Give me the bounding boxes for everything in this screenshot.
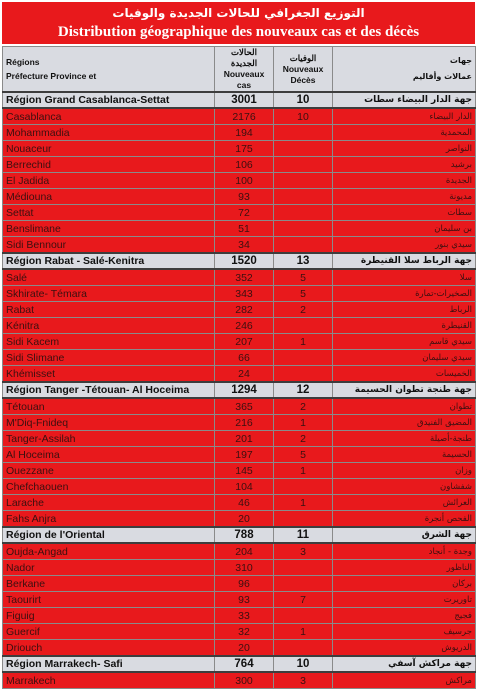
prefecture-name-ar: الصخيرات-تمارة [333, 286, 476, 302]
table-row [3, 366, 476, 383]
table-row [3, 125, 476, 141]
prefecture-cases: 104 [215, 479, 274, 495]
prefecture-name-ar: القنيطرة [333, 318, 476, 334]
table-row [3, 237, 476, 254]
table-row [3, 205, 476, 221]
prefecture-name: Benslimane [3, 221, 215, 237]
prefecture-deaths [274, 560, 333, 576]
prefecture-name: Guercif [3, 624, 215, 640]
prefecture-deaths [274, 125, 333, 141]
prefecture-name-ar: بن سليمان [333, 221, 476, 237]
prefecture-cases: 365 [215, 398, 274, 415]
prefecture-deaths [274, 205, 333, 221]
table-row [3, 108, 476, 125]
prefecture-name-ar: سلا [333, 269, 476, 286]
prefecture-deaths [274, 173, 333, 189]
prefecture-deaths: 7 [274, 592, 333, 608]
prefecture-name-ar: النواصر [333, 141, 476, 157]
region-row [3, 382, 476, 398]
prefecture-deaths: 1 [274, 334, 333, 350]
prefecture-cases: 66 [215, 350, 274, 366]
prefecture-name-ar: مديونة [333, 189, 476, 205]
table-row [3, 318, 476, 334]
header-deaths-ar: الوفيات [289, 52, 317, 63]
region-name: Région Grand Casablanca-Settat [3, 92, 215, 108]
header-cases-fr: Nouveaux cas [223, 69, 265, 90]
prefecture-deaths [274, 608, 333, 624]
title-arabic: التوزيع الجغرافي للحالات الجديدة والوفيات [112, 6, 365, 20]
prefecture-name: Larache [3, 495, 215, 511]
table-row [3, 495, 476, 511]
table-row [3, 640, 476, 657]
prefecture-name: El Jadida [3, 173, 215, 189]
prefecture-cases: 246 [215, 318, 274, 334]
table-row [3, 672, 476, 689]
region-deaths: 10 [274, 656, 333, 672]
prefecture-cases: 197 [215, 447, 274, 463]
header-cases-ar: الحالات الجديدة [230, 47, 258, 68]
prefecture-name-ar: العرائش [333, 495, 476, 511]
prefecture-name-ar: المحمدية [333, 125, 476, 141]
prefecture-cases: 46 [215, 495, 274, 511]
region-name: Région Tanger -Tétouan- Al Hoceima [3, 382, 215, 398]
prefecture-deaths: 3 [274, 672, 333, 689]
prefecture-cases: 145 [215, 463, 274, 479]
region-row [3, 253, 476, 269]
header-deaths-fr: Nouveaux Décès [282, 63, 324, 85]
prefecture-deaths [274, 221, 333, 237]
table-row [3, 334, 476, 350]
prefecture-cases: 100 [215, 173, 274, 189]
prefecture-name-ar: الدريوش [333, 640, 476, 657]
prefecture-deaths: 2 [274, 302, 333, 318]
prefecture-cases: 194 [215, 125, 274, 141]
prefecture-deaths: 5 [274, 269, 333, 286]
region-row [3, 656, 476, 672]
prefecture-deaths [274, 350, 333, 366]
header-deaths-cell [274, 47, 333, 93]
prefecture-deaths [274, 237, 333, 254]
prefecture-cases: 201 [215, 431, 274, 447]
prefecture-cases: 93 [215, 189, 274, 205]
region-deaths: 12 [274, 382, 333, 398]
table-row [3, 463, 476, 479]
table-row [3, 447, 476, 463]
prefecture-name-ar: الحسيمة [333, 447, 476, 463]
prefecture-name: Fahs Anjra [3, 511, 215, 528]
prefecture-deaths [274, 640, 333, 657]
prefecture-name-ar: بركان [333, 576, 476, 592]
prefecture-cases: 2176 [215, 108, 274, 125]
region-name: Région de l'Oriental [3, 527, 215, 543]
region-cases: 3001 [215, 92, 274, 108]
prefecture-name-ar: تاوريرت [333, 592, 476, 608]
title-banner [2, 2, 475, 44]
prefecture-name: Salé [3, 269, 215, 286]
region-deaths: 10 [274, 92, 333, 108]
prefecture-deaths [274, 157, 333, 173]
prefecture-name-ar: وجدة - أنجاد [333, 543, 476, 560]
prefecture-name-ar: سيدي سليمان [333, 350, 476, 366]
prefecture-cases: 20 [215, 640, 274, 657]
prefecture-name: Berrechid [3, 157, 215, 173]
prefecture-name: Skhirate- Témara [3, 286, 215, 302]
prefecture-deaths: 1 [274, 415, 333, 431]
prefecture-name-ar: جرسيف [333, 624, 476, 640]
region-cases: 1294 [215, 382, 274, 398]
prefecture-name: Al Hoceima [3, 447, 215, 463]
prefecture-cases: 32 [215, 624, 274, 640]
prefecture-name: Marrakech [3, 672, 215, 689]
header-regions-label: Régions [6, 57, 40, 67]
region-cases: 764 [215, 656, 274, 672]
table-row [3, 157, 476, 173]
prefecture-name-ar: فجيج [333, 608, 476, 624]
table-row [3, 286, 476, 302]
table-row [3, 560, 476, 576]
prefecture-cases: 282 [215, 302, 274, 318]
distribution-table [2, 46, 476, 689]
prefecture-name: Nador [3, 560, 215, 576]
table-row [3, 398, 476, 415]
header-amalat: عمالات وأقاليم [412, 72, 472, 81]
prefecture-cases: 93 [215, 592, 274, 608]
prefecture-name-ar: الجديدة [333, 173, 476, 189]
table-row [3, 624, 476, 640]
prefecture-cases: 175 [215, 141, 274, 157]
table-row [3, 608, 476, 624]
prefecture-name-ar: سيدي بنور [333, 237, 476, 254]
prefecture-cases: 51 [215, 221, 274, 237]
table-row [3, 350, 476, 366]
prefecture-cases: 204 [215, 543, 274, 560]
prefecture-cases: 96 [215, 576, 274, 592]
prefecture-cases: 34 [215, 237, 274, 254]
prefecture-deaths: 1 [274, 624, 333, 640]
prefecture-name: Tétouan [3, 398, 215, 415]
header-prefecture-label: Préfecture Province et [6, 71, 97, 81]
prefecture-name: Mohammadia [3, 125, 215, 141]
prefecture-name: Ouezzane [3, 463, 215, 479]
prefecture-name-ar: مراكش [333, 672, 476, 689]
table-row [3, 173, 476, 189]
title-french: Distribution géographique des nouveaux cas et des décès [57, 24, 420, 40]
table-row [3, 511, 476, 528]
table-row [3, 592, 476, 608]
prefecture-deaths: 2 [274, 431, 333, 447]
prefecture-name: Khémisset [3, 366, 215, 383]
region-row [3, 92, 476, 108]
header-arabic-cell [333, 47, 476, 93]
prefecture-deaths: 5 [274, 447, 333, 463]
prefecture-deaths [274, 366, 333, 383]
table-row [3, 269, 476, 286]
table-row [3, 576, 476, 592]
region-name-ar: جهة الدار البيضاء سطات [333, 92, 476, 108]
region-name: Région Rabat - Salé-Kenitra [3, 253, 215, 269]
table-header-row [3, 47, 476, 93]
prefecture-name: Kénitra [3, 318, 215, 334]
prefecture-deaths: 1 [274, 495, 333, 511]
prefecture-name-ar: الفحص أنجرة [333, 511, 476, 528]
region-row [3, 527, 476, 543]
header-cases-cell [215, 47, 274, 93]
prefecture-name: Rabat [3, 302, 215, 318]
table-row [3, 221, 476, 237]
prefecture-cases: 300 [215, 672, 274, 689]
table-row [3, 431, 476, 447]
table-row [3, 479, 476, 495]
prefecture-cases: 310 [215, 560, 274, 576]
prefecture-name-ar: الرباط [333, 302, 476, 318]
region-cases: 1520 [215, 253, 274, 269]
prefecture-deaths: 3 [274, 543, 333, 560]
prefecture-deaths [274, 189, 333, 205]
prefecture-name-ar: تطوان [333, 398, 476, 415]
region-name: Région Marrakech- Safi [3, 656, 215, 672]
table-row [3, 141, 476, 157]
prefecture-name: Oujda-Angad [3, 543, 215, 560]
prefecture-cases: 20 [215, 511, 274, 528]
prefecture-deaths: 10 [274, 108, 333, 125]
prefecture-deaths: 1 [274, 463, 333, 479]
table-row [3, 189, 476, 205]
region-deaths: 11 [274, 527, 333, 543]
prefecture-name-ar: طنجة-أصيلة [333, 431, 476, 447]
prefecture-cases: 352 [215, 269, 274, 286]
prefecture-name-ar: الخميسات [333, 366, 476, 383]
prefecture-deaths [274, 318, 333, 334]
prefecture-name: Figuig [3, 608, 215, 624]
prefecture-cases: 24 [215, 366, 274, 383]
prefecture-name: M'Diq-Fnideq [3, 415, 215, 431]
prefecture-cases: 106 [215, 157, 274, 173]
prefecture-deaths [274, 576, 333, 592]
prefecture-name-ar: سطات [333, 205, 476, 221]
region-deaths: 13 [274, 253, 333, 269]
prefecture-name: Taourirt [3, 592, 215, 608]
table-row [3, 302, 476, 318]
prefecture-name: Tanger-Assilah [3, 431, 215, 447]
prefecture-name-ar: برشيد [333, 157, 476, 173]
prefecture-name: Nouaceur [3, 141, 215, 157]
region-name-ar: جهة الرباط سلا القنيطرة [333, 253, 476, 269]
prefecture-name-ar: سيدي قاسم [333, 334, 476, 350]
prefecture-name: Settat [3, 205, 215, 221]
region-cases: 788 [215, 527, 274, 543]
prefecture-name-ar: شفشاون [333, 479, 476, 495]
prefecture-name: Sidi Slimane [3, 350, 215, 366]
prefecture-name: Casablanca [3, 108, 215, 125]
prefecture-name: Sidi Kacem [3, 334, 215, 350]
prefecture-name-ar: الناظور [333, 560, 476, 576]
header-jihat: جهات [449, 56, 472, 65]
prefecture-name: Driouch [3, 640, 215, 657]
prefecture-name: Médiouna [3, 189, 215, 205]
prefecture-name: Sidi Bennour [3, 237, 215, 254]
prefecture-name-ar: وزان [333, 463, 476, 479]
region-name-ar: جهة الشرق [333, 527, 476, 543]
prefecture-deaths [274, 511, 333, 528]
prefecture-deaths [274, 141, 333, 157]
prefecture-cases: 343 [215, 286, 274, 302]
prefecture-deaths: 5 [274, 286, 333, 302]
table-row [3, 415, 476, 431]
header-regions-cell [3, 47, 215, 93]
prefecture-cases: 72 [215, 205, 274, 221]
prefecture-name: Chefchaouen [3, 479, 215, 495]
prefecture-name-ar: الدار البيضاء [333, 108, 476, 125]
prefecture-name-ar: المضيق الفنيدق [333, 415, 476, 431]
table-row [3, 543, 476, 560]
region-name-ar: جهة مراكش آسفي [333, 656, 476, 672]
prefecture-name: Berkane [3, 576, 215, 592]
prefecture-deaths: 2 [274, 398, 333, 415]
prefecture-deaths [274, 479, 333, 495]
prefecture-cases: 207 [215, 334, 274, 350]
prefecture-cases: 33 [215, 608, 274, 624]
prefecture-cases: 216 [215, 415, 274, 431]
region-name-ar: جهة طنجة تطوان الحسيمة [333, 382, 476, 398]
